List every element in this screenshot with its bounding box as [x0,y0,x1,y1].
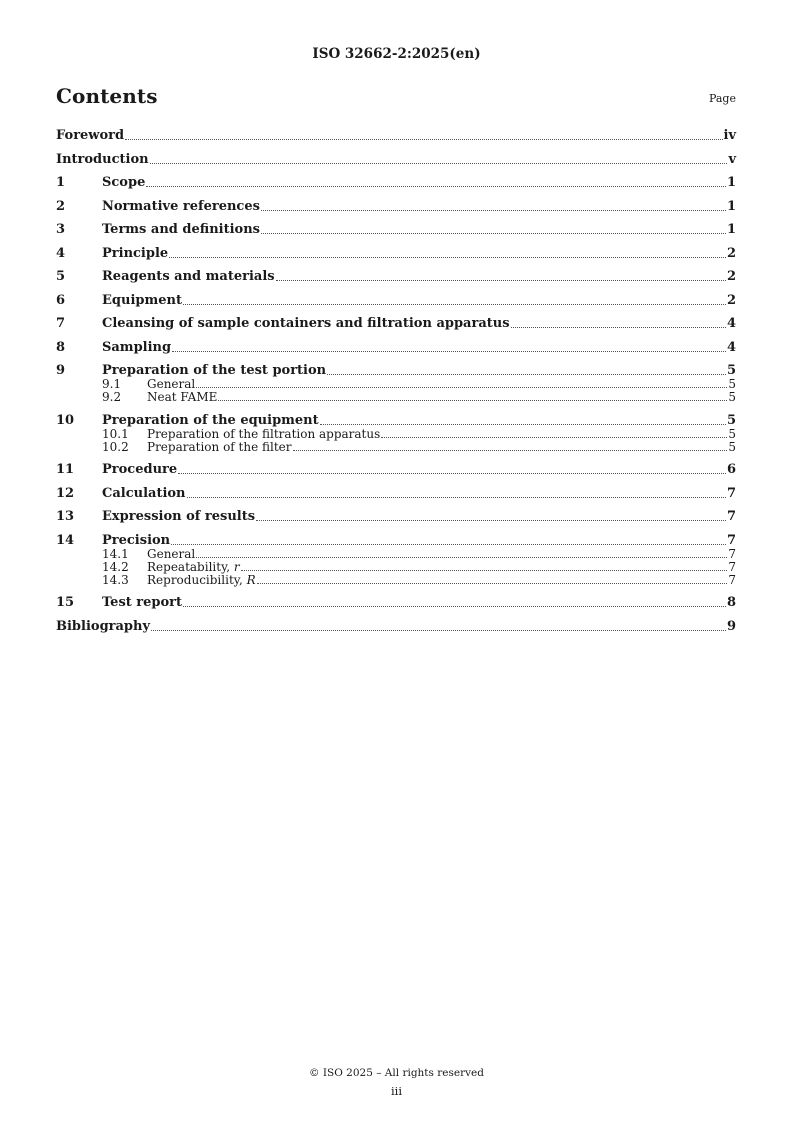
toc-row[interactable] [56,413,736,428]
toc-entry [56,222,736,237]
toc-dot-leader [511,327,726,328]
toc-dot-leader [151,630,726,631]
toc-row[interactable] [56,269,736,284]
toc-clause-title: Precision [102,532,171,548]
toc-row[interactable] [56,152,736,167]
toc-page-number: 5 [728,377,736,391]
toc-clause-number: 11 [56,462,75,477]
toc-entry [56,363,736,404]
toc-row[interactable] [56,533,736,548]
toc-dot-leader [241,570,728,571]
toc-subclause-symbol: r [233,559,240,574]
toc-page-number: 5 [728,439,736,454]
toc-row[interactable] [56,246,736,261]
toc-entry [56,595,736,610]
toc-subclause-title [147,441,292,454]
toc-dot-leader [293,450,728,451]
toc-page-number: 2 [726,292,736,308]
toc-row[interactable] [56,509,736,524]
toc-page-number: 9 [726,618,736,634]
toc-dot-leader [196,557,727,558]
toc-dot-leader [261,210,726,211]
toc-row[interactable] [56,293,736,308]
toc-subclause-title-text: Neat FAME [147,390,218,404]
toc-clause-title: Preparation of the test portion [102,363,327,378]
toc-page-number: 7 [728,546,736,561]
toc-subclause-title-text: Repeatability, [147,559,234,574]
toc-row[interactable] [56,175,736,190]
toc-clause-title: Foreword [56,128,125,143]
toc-clause-number: 1 [56,175,66,190]
toc-dot-leader [327,374,726,375]
toc-entry [56,152,736,167]
toc-clause-number: 9 [56,363,66,378]
toc-page-number: 2 [726,269,736,284]
toc-clause-number: 8 [56,339,66,355]
toc-clause-title: Test report [102,595,183,610]
toc-row[interactable] [56,199,736,214]
toc-entry [56,340,736,355]
toc-dot-leader [276,280,726,281]
toc-dot-leader [256,520,726,521]
toc-subclause-row[interactable] [56,391,736,404]
toc-page-number: 1 [726,198,736,214]
toc-page-number: 6 [726,462,736,477]
contents-title: Contents [56,84,158,108]
toc-page-number: 2 [726,245,736,261]
toc-entry [56,413,736,454]
toc-entry [56,128,736,143]
toc-clause-title: Introduction [56,151,149,167]
toc-clause-title: Preparation of the equipment [102,412,319,428]
toc-page-number: 4 [726,316,736,331]
toc-page-number: 1 [726,222,736,237]
toc-clause-title: Principle [102,245,169,261]
toc-clause-title: Sampling [102,339,172,355]
toc-subclause-title [147,391,217,404]
toc-clause-number: 12 [56,485,75,501]
toc-dot-leader [183,606,726,607]
toc-subclause-number: 14.3 [102,572,129,587]
toc-page-number: 5 [728,426,736,441]
toc-dot-leader [381,437,727,438]
toc-entry [56,619,736,634]
toc-dot-leader [146,186,726,187]
toc-subclause-number: 14.2 [102,559,129,574]
toc-clause-title: Terms and definitions [102,222,260,237]
toc-subclause-title-text: Reproducibility, [147,572,247,587]
toc-entry [56,199,736,214]
toc-row[interactable] [56,222,736,237]
toc-entry [56,175,736,190]
toc-clause-number: 3 [56,222,66,237]
toc-clause-title: Calculation [102,485,186,501]
page-number: iii [390,1084,403,1098]
toc-subclause-number: 10.1 [102,426,129,441]
toc-clause-number: 13 [56,509,75,524]
toc-page-number: v [728,151,736,167]
toc-page-number: 7 [728,559,736,574]
toc-row[interactable] [56,619,736,634]
toc-entry [56,533,736,587]
toc-entry [56,509,736,524]
toc-page-number: 7 [726,485,736,501]
toc-subclause-title-text: Preparation of the filter [147,439,292,454]
toc-dot-leader [183,304,726,305]
toc-dot-leader [261,233,726,234]
toc-row[interactable] [56,486,736,501]
toc-clause-number: 14 [56,532,75,548]
toc-clause-number: 15 [56,595,75,610]
toc-clause-title: Equipment [102,292,182,308]
toc-page-number: 5 [726,363,736,378]
toc-page-number: iv [723,128,736,143]
toc-entry [56,246,736,261]
document-id-header: ISO 32662-2:2025(en) [312,46,481,62]
toc-clause-title: Bibliography [56,618,151,634]
toc-dot-leader [218,400,727,401]
copyright-notice: © ISO 2025 – All rights reserved [309,1067,484,1079]
toc-clause-title: Reagents and materials [102,269,275,284]
toc-clause-number: 6 [56,292,66,308]
toc-page-number: 5 [728,390,736,404]
toc-subclause-row[interactable] [56,441,736,454]
toc-dot-leader [172,351,726,352]
toc-entry [56,462,736,477]
toc-row[interactable] [56,595,736,610]
toc-clause-title: Expression of results [102,509,256,524]
toc-row[interactable] [56,363,736,378]
toc-dot-leader [196,387,727,388]
toc-dot-leader [320,424,726,425]
toc-clause-title: Procedure [102,462,178,477]
toc-page-number: 7 [726,532,736,548]
toc-subclause-number: 14.1 [102,546,129,561]
toc-clause-title: Normative references [102,198,260,214]
toc-dot-leader [150,163,728,164]
toc-subclause-number: 9.1 [102,377,122,391]
table-of-contents [56,128,736,634]
toc-subclause-title-text: General [147,377,196,391]
toc-dot-leader [125,139,722,140]
toc-subclause-title [147,574,256,587]
toc-page-number: 7 [726,509,736,524]
toc-clause-number: 5 [56,269,66,284]
toc-subclause-number: 9.2 [102,390,122,404]
toc-page-number: 7 [728,572,736,587]
toc-entry [56,293,736,308]
toc-page-number: 5 [726,412,736,428]
toc-subclause-title-text: Preparation of the filtration apparatus [147,426,381,441]
toc-row[interactable] [56,128,736,143]
toc-clause-title: Scope [102,175,146,190]
toc-row[interactable] [56,316,736,331]
toc-clause-title: Cleansing of sample containers and filtration apparatus [102,316,510,331]
toc-page-number: 1 [726,175,736,190]
toc-subclause-number: 10.2 [102,439,129,454]
toc-subclause-title-text: General [147,546,196,561]
toc-clause-number: 2 [56,198,66,214]
toc-clause-number: 10 [56,412,75,428]
toc-dot-leader [169,257,726,258]
toc-page-number: 4 [726,339,736,355]
toc-subclause-row[interactable] [56,574,736,587]
toc-dot-leader [171,544,726,545]
toc-dot-leader [257,583,728,584]
page-column-label: Page [708,92,736,105]
toc-subclause-symbol: R [246,572,256,587]
toc-clause-number: 7 [56,316,66,331]
toc-row[interactable] [56,340,736,355]
toc-clause-number: 4 [56,245,66,261]
toc-dot-leader [187,497,726,498]
toc-entry [56,486,736,501]
toc-entry [56,316,736,331]
toc-page-number: 8 [726,595,736,610]
toc-dot-leader [178,473,726,474]
toc-entry [56,269,736,284]
toc-row[interactable] [56,462,736,477]
